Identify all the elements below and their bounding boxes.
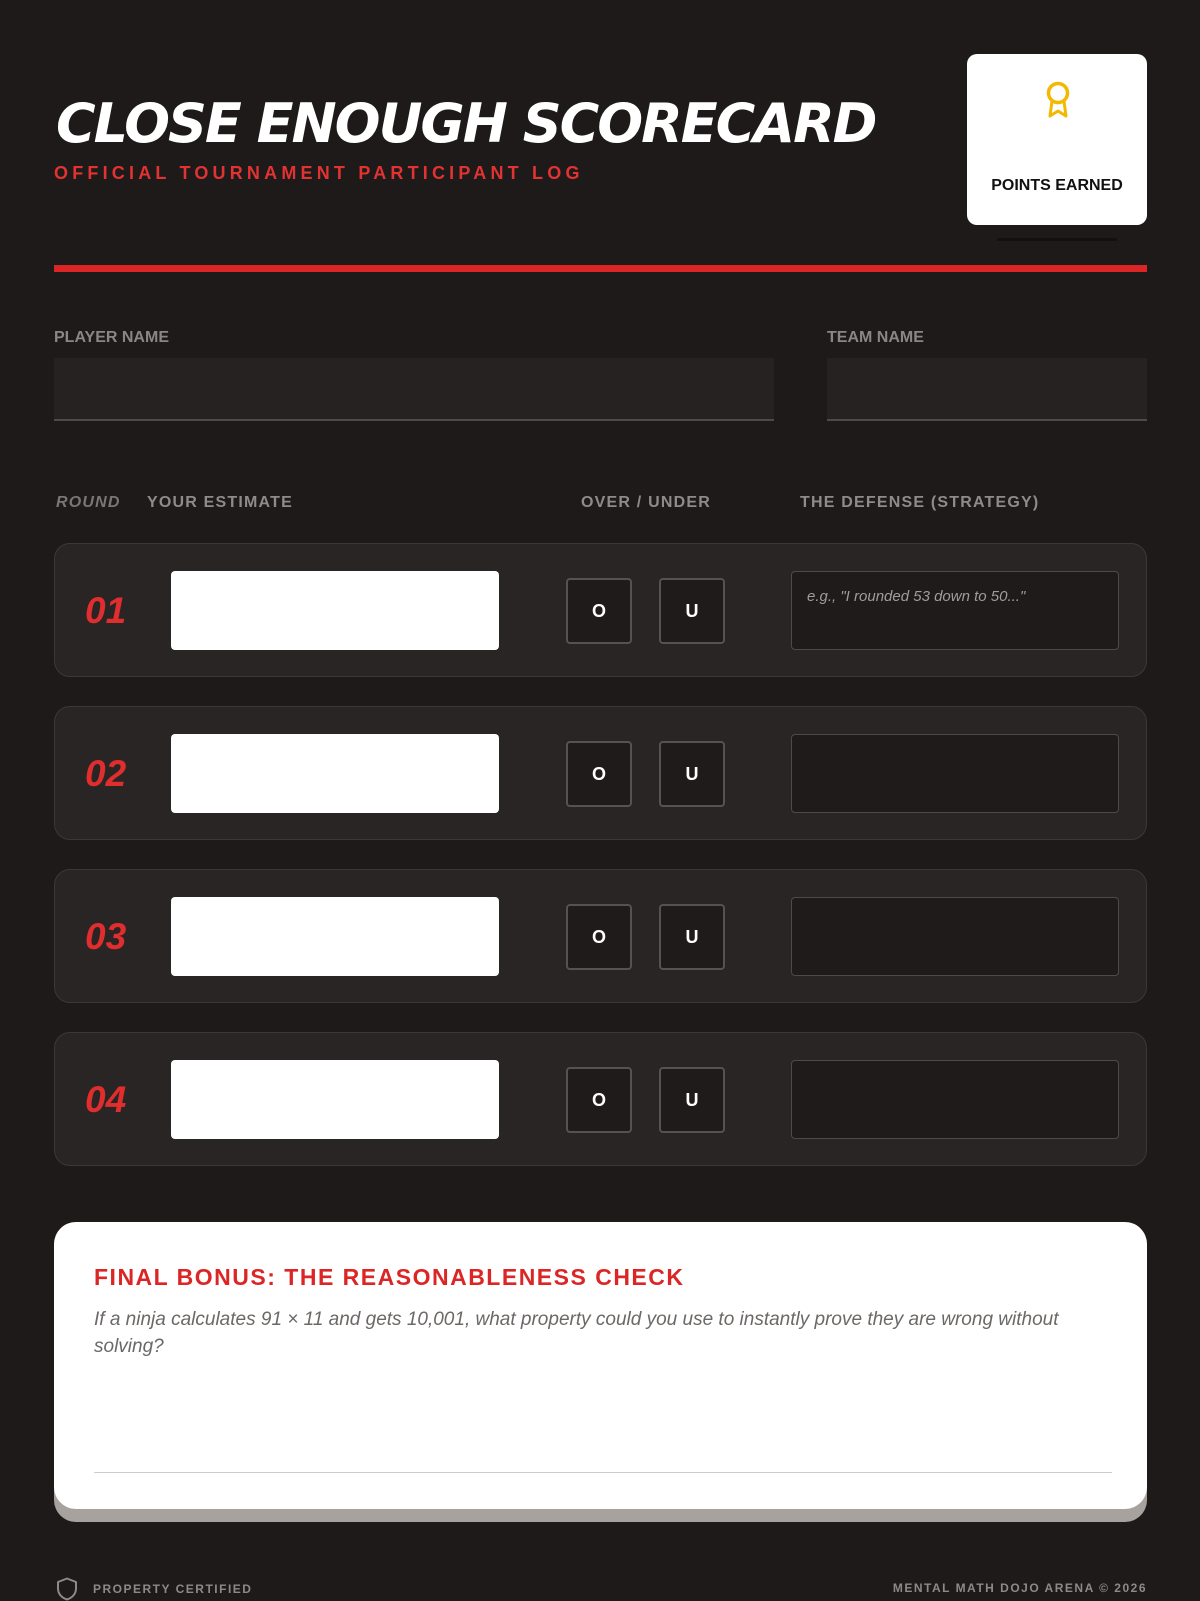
footer-certified-text: PROPERTY CERTIFIED: [93, 1582, 253, 1596]
bonus-question: If a ninja calculates 91 × 11 and gets 10,001, what property could you use to instantly prove they are wrong without solving?: [94, 1309, 1059, 1357]
bonus-card: [54, 1222, 1147, 1509]
column-header-estimate: YOUR ESTIMATE: [147, 494, 293, 511]
column-header-defense: THE DEFENSE (STRATEGY): [800, 494, 1040, 511]
points-earned-label: POINTS EARNED: [991, 177, 1123, 194]
points-earned-card: [967, 54, 1147, 225]
round-number: 04: [85, 1079, 127, 1120]
under-button[interactable]: U: [659, 904, 725, 970]
defense-input[interactable]: [791, 1060, 1119, 1139]
defense-input[interactable]: [791, 897, 1119, 976]
over-button[interactable]: O: [566, 741, 632, 807]
footer-certified: [56, 1577, 252, 1601]
under-button[interactable]: U: [659, 741, 725, 807]
over-button[interactable]: O: [566, 904, 632, 970]
under-button[interactable]: U: [659, 578, 725, 644]
footer-copyright: MENTAL MATH DOJO ARENA © 2026: [892, 1581, 1147, 1595]
page-title: CLOSE ENOUGH SCORECARD: [56, 92, 876, 155]
bonus-answer-input[interactable]: [94, 1412, 1112, 1473]
estimate-input[interactable]: [171, 897, 499, 976]
round-row: [54, 543, 1147, 677]
estimate-input[interactable]: [171, 571, 499, 650]
round-number: 01: [85, 590, 127, 631]
player-name-label: PLAYER NAME: [54, 329, 169, 346]
team-name-input[interactable]: [827, 358, 1147, 421]
estimate-input[interactable]: [171, 1060, 499, 1139]
team-name-label: TEAM NAME: [827, 329, 924, 346]
column-header-round: ROUND: [56, 494, 121, 511]
round-number: 02: [85, 753, 127, 794]
round-row: [54, 706, 1147, 840]
bonus-title: FINAL BONUS: THE REASONABLENESS CHECK: [94, 1264, 685, 1290]
defense-input[interactable]: [791, 734, 1119, 813]
points-blank-line[interactable]: [997, 238, 1117, 241]
under-button[interactable]: U: [659, 1067, 725, 1133]
shield-icon: [56, 1577, 78, 1601]
header-divider: [54, 265, 1147, 272]
medal-icon: [1043, 80, 1073, 120]
column-header-over-under: OVER / UNDER: [581, 494, 711, 511]
page-subtitle: OFFICIAL TOURNAMENT PARTICIPANT LOG: [54, 163, 584, 183]
round-row: [54, 869, 1147, 1003]
estimate-input[interactable]: [171, 734, 499, 813]
defense-input[interactable]: [791, 571, 1119, 650]
over-button[interactable]: O: [566, 578, 632, 644]
round-row: [54, 1032, 1147, 1166]
over-button[interactable]: O: [566, 1067, 632, 1133]
player-name-input[interactable]: [54, 358, 774, 421]
round-number: 03: [85, 916, 127, 957]
